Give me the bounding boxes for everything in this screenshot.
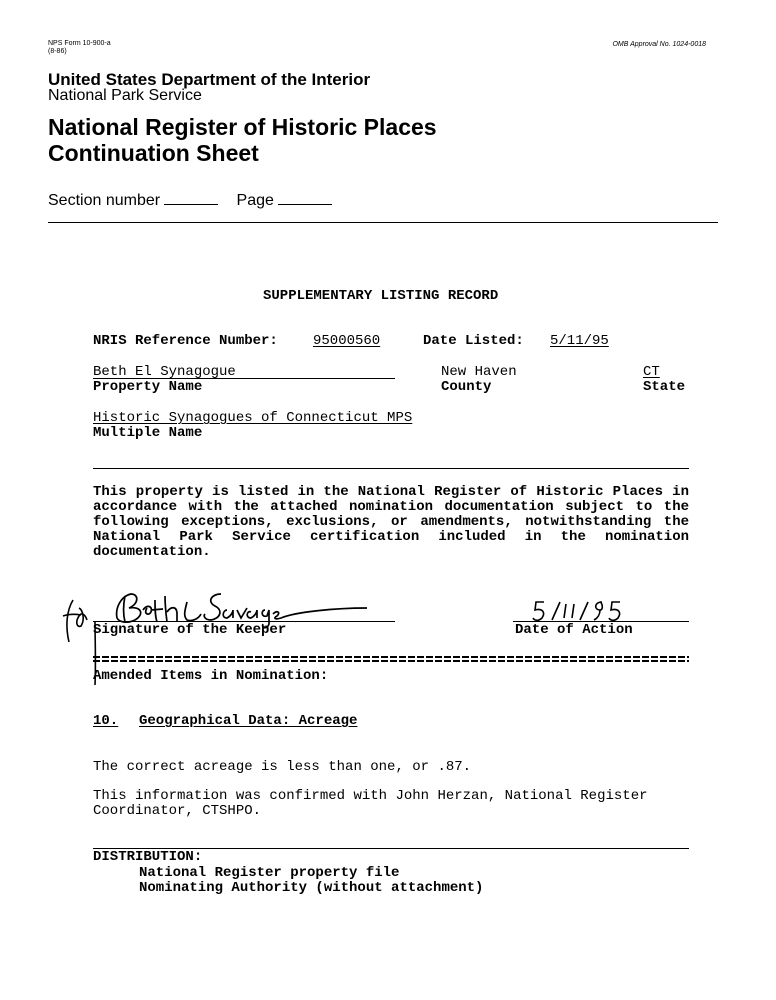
section-number: 10. [93,713,119,729]
property-name-label: Property Name [93,379,203,395]
section-number-label: Section number [48,192,161,209]
page-blank [278,204,332,205]
header-rule [48,222,718,223]
section-title: Geographical Data: Acreage [139,713,358,729]
amended-items-label: Amended Items in Nomination: [93,668,329,684]
confirmation-text: This information was confirmed with John Herzan, National Register Coordinator, CTSHPO. [93,788,648,819]
distribution-item: Nominating Authority (without attachment) [139,880,484,896]
signature-label: Signature of the Keeper [93,622,287,638]
department-name: United States Department of the Interior [48,70,371,89]
county-label: County [441,379,492,395]
section-page-line [48,192,332,210]
state-value: CT [643,364,660,380]
county-value: New Haven [441,364,517,380]
date-listed-label: Date Listed: [423,333,524,349]
double-dash-rule [93,656,689,666]
state-label: State [643,379,686,395]
omb-approval: OMB Approval No. 1024-0018 [612,41,706,48]
section-number-blank [164,204,218,205]
date-listed-value: 5/11/95 [550,333,609,349]
multiple-name-label: Multiple Name [93,425,203,441]
form-title: National Register of Historic Places Continuation Sheet [48,114,437,166]
nris-value: 95000560 [313,333,381,349]
date-of-action-label: Date of Action [515,622,633,638]
nris-label: NRIS Reference Number: [93,333,278,349]
agency-name: National Park Service [48,87,202,104]
acreage-text: The correct acreage is less than one, or .87. [93,759,472,775]
record-heading: SUPPLEMENTARY LISTING RECORD [263,288,499,304]
page-label: Page [236,192,274,209]
multiple-name-value: Historic Synagogues of Connecticut MPS [93,410,413,426]
distribution-label: DISTRIBUTION: [93,849,203,865]
statement-rule [93,468,689,469]
listing-statement: This property is listed in the National Register of Historic Places in accordance with the attached nomination documentation subject to the following exceptions, exclusions, or amendments, notwithstanding the National Park Service certification included in the nomination documentation. [93,484,689,560]
property-name-value: Beth El Synagogue [93,364,236,380]
distribution-item: National Register property file [139,865,400,881]
form-number: NPS Form 10-900-a (8-86) [48,40,111,55]
